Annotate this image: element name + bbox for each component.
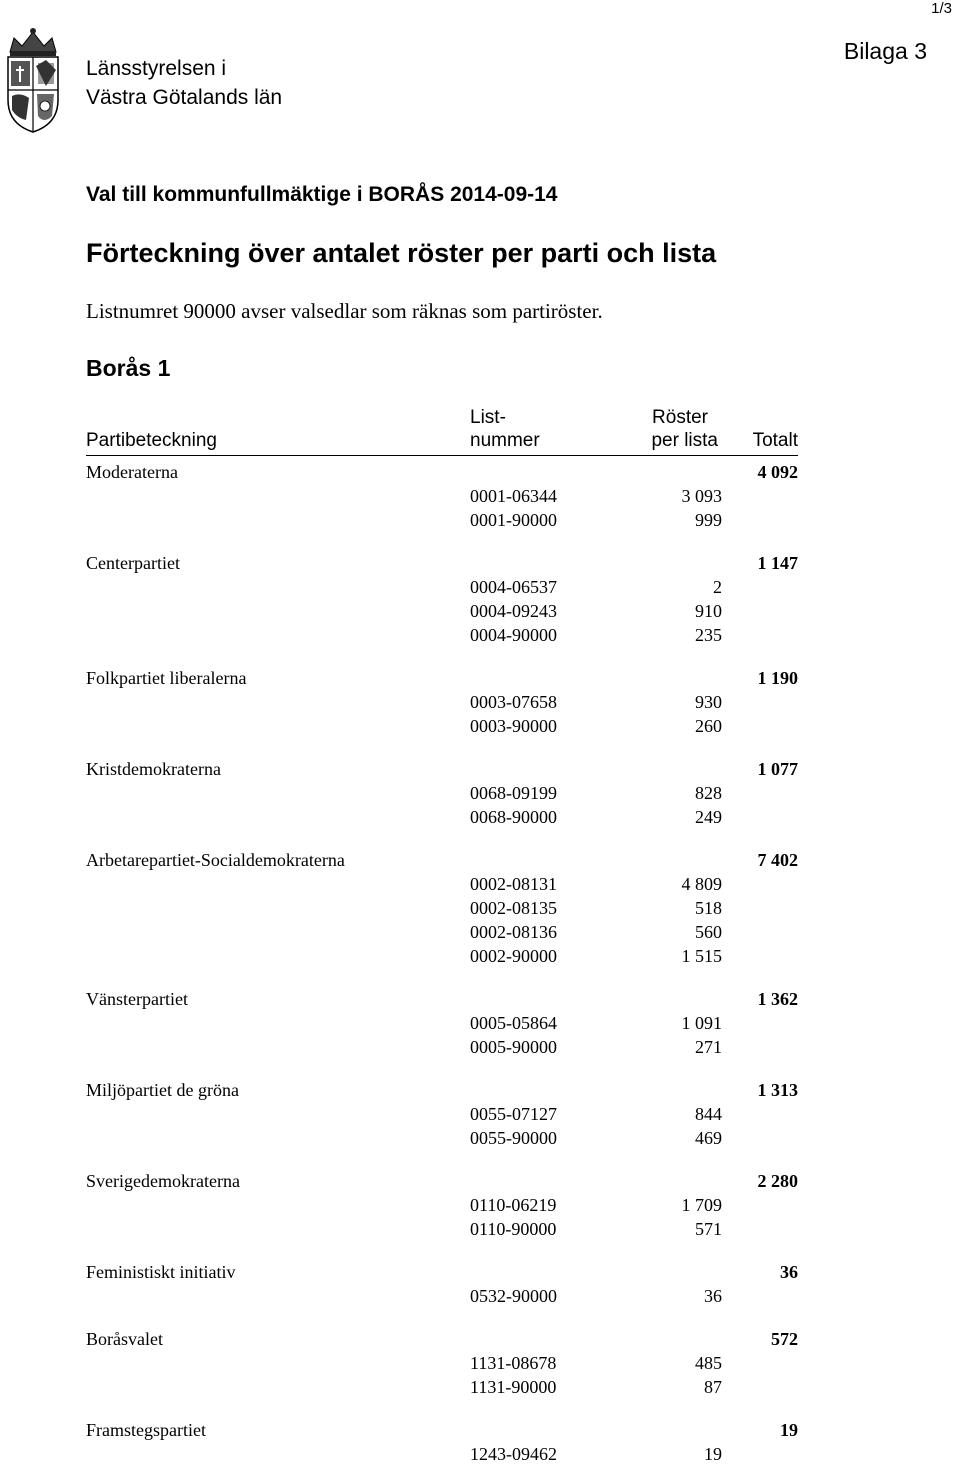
party-name: Boråsvalet: [86, 1329, 163, 1349]
list-votes: 571: [695, 1219, 722, 1239]
list-row: [0, 1353, 960, 1377]
column-header-votes-line1: Röster: [652, 407, 708, 428]
list-row: [0, 1195, 960, 1219]
party-name: Folkpartiet liberalerna: [86, 668, 247, 688]
list-row: [0, 625, 960, 649]
list-votes: 2: [713, 577, 722, 597]
list-votes: 844: [695, 1104, 722, 1124]
party-name: Framstegspartiet: [86, 1420, 206, 1440]
list-votes: 828: [695, 783, 722, 803]
agency-name-line1: Länsstyrelsen i: [86, 57, 227, 80]
list-number: 0110-06219: [470, 1195, 557, 1215]
list-row: [0, 486, 960, 510]
party-total: 1 147: [757, 553, 798, 573]
list-number: 0532-90000: [470, 1286, 557, 1306]
list-number: 1131-08678: [470, 1353, 557, 1373]
list-votes: 930: [695, 692, 722, 712]
party-row: [0, 1171, 960, 1195]
list-number: 0002-08135: [470, 898, 557, 918]
list-votes: 36: [704, 1286, 722, 1306]
list-row: [0, 1219, 960, 1243]
election-title: Val till kommunfullmäktige i BORÅS 2014-09-14: [86, 183, 558, 206]
list-row: [0, 874, 960, 898]
list-votes: 910: [695, 601, 722, 621]
list-row: [0, 922, 960, 946]
party-name: Feministiskt initiativ: [86, 1262, 236, 1282]
list-votes: 235: [695, 625, 722, 645]
list-number: 1131-90000: [470, 1377, 557, 1397]
party-name: Vänsterpartiet: [86, 989, 188, 1009]
party-row: [0, 1080, 960, 1104]
party-total: 1 362: [757, 989, 798, 1009]
list-votes: 518: [695, 898, 722, 918]
party-total: 2 280: [757, 1171, 798, 1191]
list-number: 0110-90000: [470, 1219, 557, 1239]
party-row: [0, 759, 960, 783]
party-total: 36: [780, 1262, 798, 1282]
party-row: [0, 553, 960, 577]
party-row: [0, 989, 960, 1013]
list-row: [0, 601, 960, 625]
party-row: [0, 462, 960, 486]
column-header-list-number-line2: nummer: [470, 430, 540, 451]
party-row: [0, 850, 960, 874]
party-row: [0, 1329, 960, 1353]
list-row: [0, 510, 960, 534]
list-row: [0, 898, 960, 922]
list-number: 0002-08136: [470, 922, 557, 942]
list-row: [0, 1377, 960, 1401]
party-name: Sverigedemokraterna: [86, 1171, 240, 1191]
list-row: [0, 1104, 960, 1128]
list-number: 0055-07127: [470, 1104, 557, 1124]
list-votes: 469: [695, 1128, 722, 1148]
list-row: [0, 946, 960, 970]
party-name: Moderaterna: [86, 462, 178, 482]
party-row: [0, 668, 960, 692]
party-total: 572: [771, 1329, 798, 1349]
list-row: [0, 807, 960, 831]
list-row: [0, 1013, 960, 1037]
party-name: Kristdemokraterna: [86, 759, 221, 779]
list-number: 0005-90000: [470, 1037, 557, 1057]
list-votes: 19: [704, 1444, 722, 1464]
party-total: 7 402: [757, 850, 798, 870]
attachment-label: Bilaga 3: [843, 38, 927, 64]
column-header-votes-line2: per lista: [651, 430, 718, 451]
list-row: [0, 783, 960, 807]
page-number: 1/3: [931, 0, 952, 17]
agency-name-line2: Västra Götalands län: [86, 86, 283, 109]
list-number: 0004-09243: [470, 601, 557, 621]
party-total: 19: [780, 1420, 798, 1440]
list-number: 0004-90000: [470, 625, 557, 645]
party-total: 1 190: [757, 668, 798, 688]
column-header-total: Totalt: [752, 430, 798, 451]
list-row: [0, 1444, 960, 1468]
list-number: 0003-07658: [470, 692, 557, 712]
list-number: 0002-08131: [470, 874, 557, 894]
list-votes: 4 809: [681, 874, 722, 894]
list-row: [0, 692, 960, 716]
list-number: 0068-90000: [470, 807, 557, 827]
list-votes: 1 515: [681, 946, 722, 966]
column-header-party: Partibeteckning: [86, 430, 217, 451]
column-header-list-number-line1: List-: [470, 407, 506, 428]
party-total: 1 077: [757, 759, 798, 779]
document-title: Förteckning över antalet röster per parti och lista: [86, 238, 717, 268]
list-row: [0, 1286, 960, 1310]
list-votes: 260: [695, 716, 722, 736]
district-heading: Borås 1: [86, 355, 171, 381]
list-votes: 999: [695, 510, 722, 530]
party-name: Miljöpartiet de gröna: [86, 1080, 239, 1100]
list-row: [0, 716, 960, 740]
party-name: Centerpartiet: [86, 553, 180, 573]
list-votes: 87: [704, 1377, 722, 1397]
list-votes: 271: [695, 1037, 722, 1057]
list-number-note: Listnumret 90000 avser valsedlar som räknas som partiröster.: [86, 299, 603, 323]
list-votes: 485: [695, 1353, 722, 1373]
list-row: [0, 1128, 960, 1152]
party-total: 4 092: [757, 462, 798, 482]
list-number: 0068-09199: [470, 783, 557, 803]
list-votes: 560: [695, 922, 722, 942]
list-number: 1243-09462: [470, 1444, 557, 1464]
party-row: [0, 1420, 960, 1444]
party-name: Arbetarepartiet-Socialdemokraterna: [86, 850, 345, 870]
list-votes: 1 709: [681, 1195, 722, 1215]
list-row: [0, 577, 960, 601]
list-votes: 249: [695, 807, 722, 827]
list-number: 0055-90000: [470, 1128, 557, 1148]
list-number: 0001-06344: [470, 486, 557, 506]
list-number: 0005-05864: [470, 1013, 557, 1033]
list-number: 0001-90000: [470, 510, 557, 530]
list-number: 0002-90000: [470, 946, 557, 966]
list-row: [0, 1037, 960, 1061]
list-number: 0004-06537: [470, 577, 557, 597]
list-number: 0003-90000: [470, 716, 557, 736]
list-votes: 1 091: [681, 1013, 722, 1033]
party-row: [0, 1262, 960, 1286]
list-votes: 3 093: [681, 486, 722, 506]
party-total: 1 313: [757, 1080, 798, 1100]
